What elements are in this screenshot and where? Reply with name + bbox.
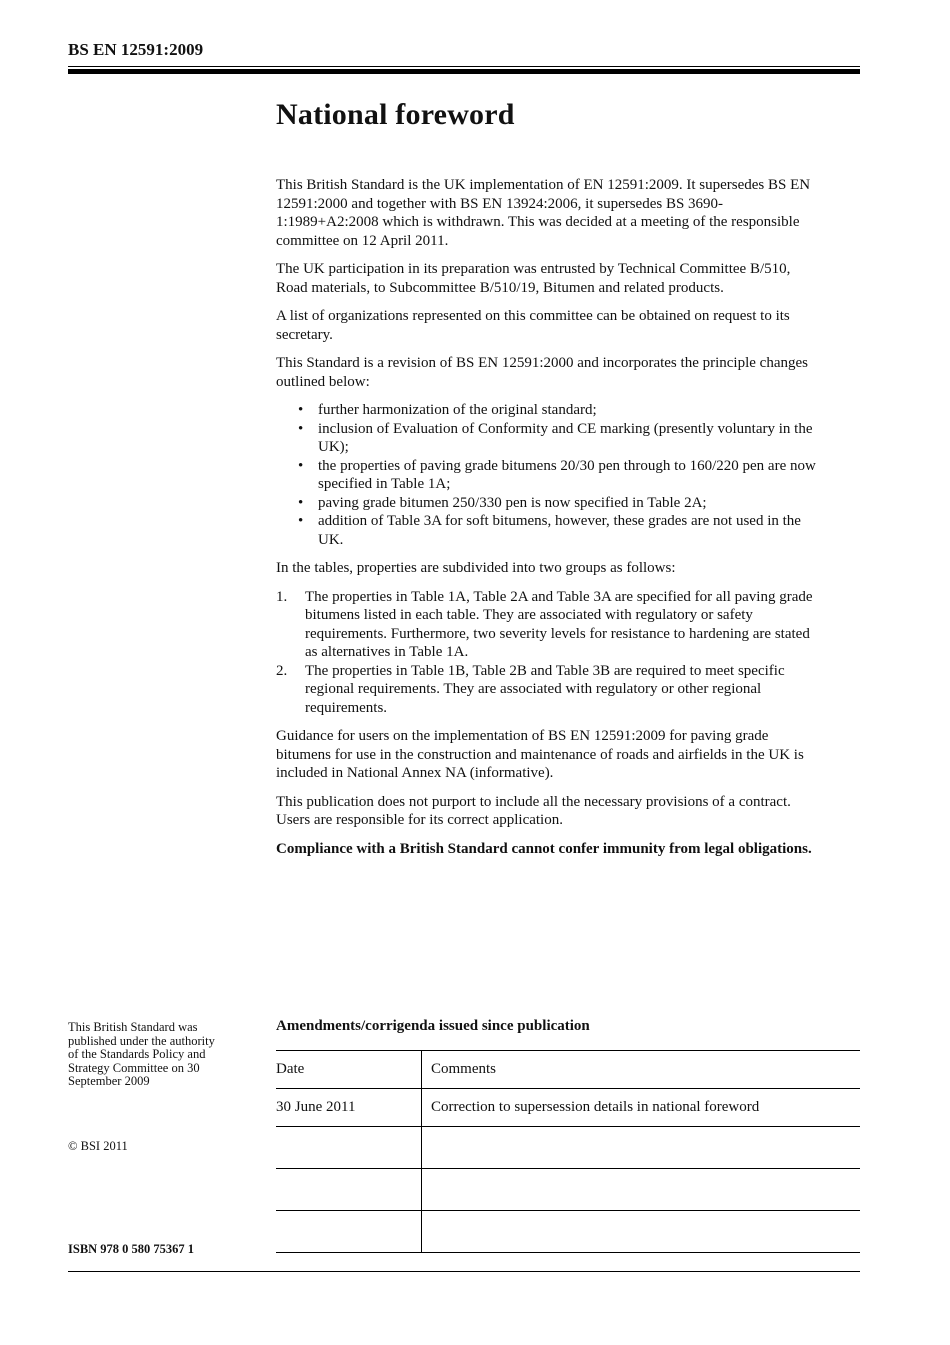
list-item: • addition of Table 3A for soft bitumens, however, these grades are not used in the UK. — [298, 513, 801, 548]
copyright-notice: © BSI 2011 — [68, 1139, 128, 1153]
cell-date — [276, 1211, 422, 1253]
paragraph-guidance: Guidance for users on the implementation of BS EN 12591:2009 for paving grade bitumens for use in the construction and maintenance of roads and airfields in the UK is included in National Annex NA (informative). — [276, 728, 804, 781]
document-code: BS EN 12591:2009 — [68, 40, 204, 59]
header-rule-thin — [68, 66, 860, 67]
list-item: • further harmonization of the original standard; — [298, 402, 597, 418]
list-item: • the properties of paving grade bitumens 20/30 pen through to 160/220 pen are now specified in Table 1A; — [298, 457, 816, 492]
paragraph-contract: This publication does not purport to include all the necessary provisions of a contract. Users are responsible for its correct application. — [276, 793, 791, 828]
bullet-icon: • — [298, 513, 304, 529]
table-row — [276, 1211, 860, 1253]
publication-note: This British Standard was published under the authority of the Standards Policy and Strategy Committee on 30 September 2009 — [68, 1020, 215, 1088]
amendments-title: Amendments/corrigenda issued since publication — [276, 1018, 590, 1034]
cell-date — [276, 1127, 422, 1169]
table-row — [276, 1169, 860, 1211]
cell-comments — [422, 1127, 861, 1169]
cell-comments — [422, 1169, 861, 1211]
bullet-icon: • — [298, 457, 304, 474]
header-date: Date — [276, 1051, 422, 1089]
groups-list — [276, 588, 821, 718]
cell-date — [276, 1169, 422, 1211]
list-item: 2. The properties in Table 1B, Table 2B and Table 3B are required to meet specific regional requirements. They are associated with regulatory or other regional requirements. — [276, 662, 785, 716]
cell-comments: Correction to supersession details in national foreword — [422, 1089, 861, 1127]
bullet-icon: • — [298, 420, 304, 437]
paragraph-compliance: Compliance with a British Standard cannot confer immunity from legal obligations. — [276, 840, 812, 857]
list-item: • inclusion of Evaluation of Conformity and CE marking (presently voluntary in the UK); — [298, 420, 813, 455]
page-title: National foreword — [276, 98, 515, 131]
cell-comments — [422, 1211, 861, 1253]
table-row — [276, 1089, 860, 1127]
header-comments: Comments — [422, 1051, 861, 1089]
bullet-icon: • — [298, 494, 304, 511]
list-item: • paving grade bitumen 250/330 pen is now specified in Table 2A; — [298, 494, 707, 511]
paragraph-organizations: A list of organizations represented on this committee can be obtained on request to its secretary. — [276, 308, 790, 343]
bullet-icon: • — [298, 402, 304, 418]
header-rule-thick — [68, 69, 860, 74]
list-item: 1. The properties in Table 1A, Table 2A and Table 3A are specified for all paving grade bitumens listed in each table. They are associated with regulatory or safety requirements. Furthermore, two severity levels for resistance to hardening are stated as alternatives in Table 1A. — [276, 588, 813, 660]
cell-date: 30 June 2011 — [276, 1089, 422, 1127]
foreword-body — [276, 176, 821, 868]
paragraph-participation: The UK participation in its preparation was entrusted by Technical Committee B/510, Road materials, to Subcommittee B/510/19, Bitumen and related products. — [276, 261, 791, 296]
changes-list — [276, 401, 821, 549]
amendments-table — [276, 1050, 860, 1253]
isbn: ISBN 978 0 580 75367 1 — [68, 1242, 195, 1256]
table-row — [276, 1127, 860, 1169]
footer-rule — [68, 1271, 860, 1272]
paragraph-implementation: This British Standard is the UK implementation of EN 12591:2009. It supersedes BS EN 12591:2000 and together with BS EN 13924:2006, it supersedes BS 3690-1:1989+A2:2008 which is withdrawn. This was decided at a meeting of the responsible committee on 12 April 2011. — [276, 177, 811, 249]
paragraph-revision: This Standard is a revision of BS EN 12591:2000 and incorporates the principle changes outlined below: — [276, 355, 808, 390]
paragraph-tables: In the tables, properties are subdivided into two groups as follows: — [276, 560, 676, 576]
table-header-row — [276, 1051, 860, 1089]
